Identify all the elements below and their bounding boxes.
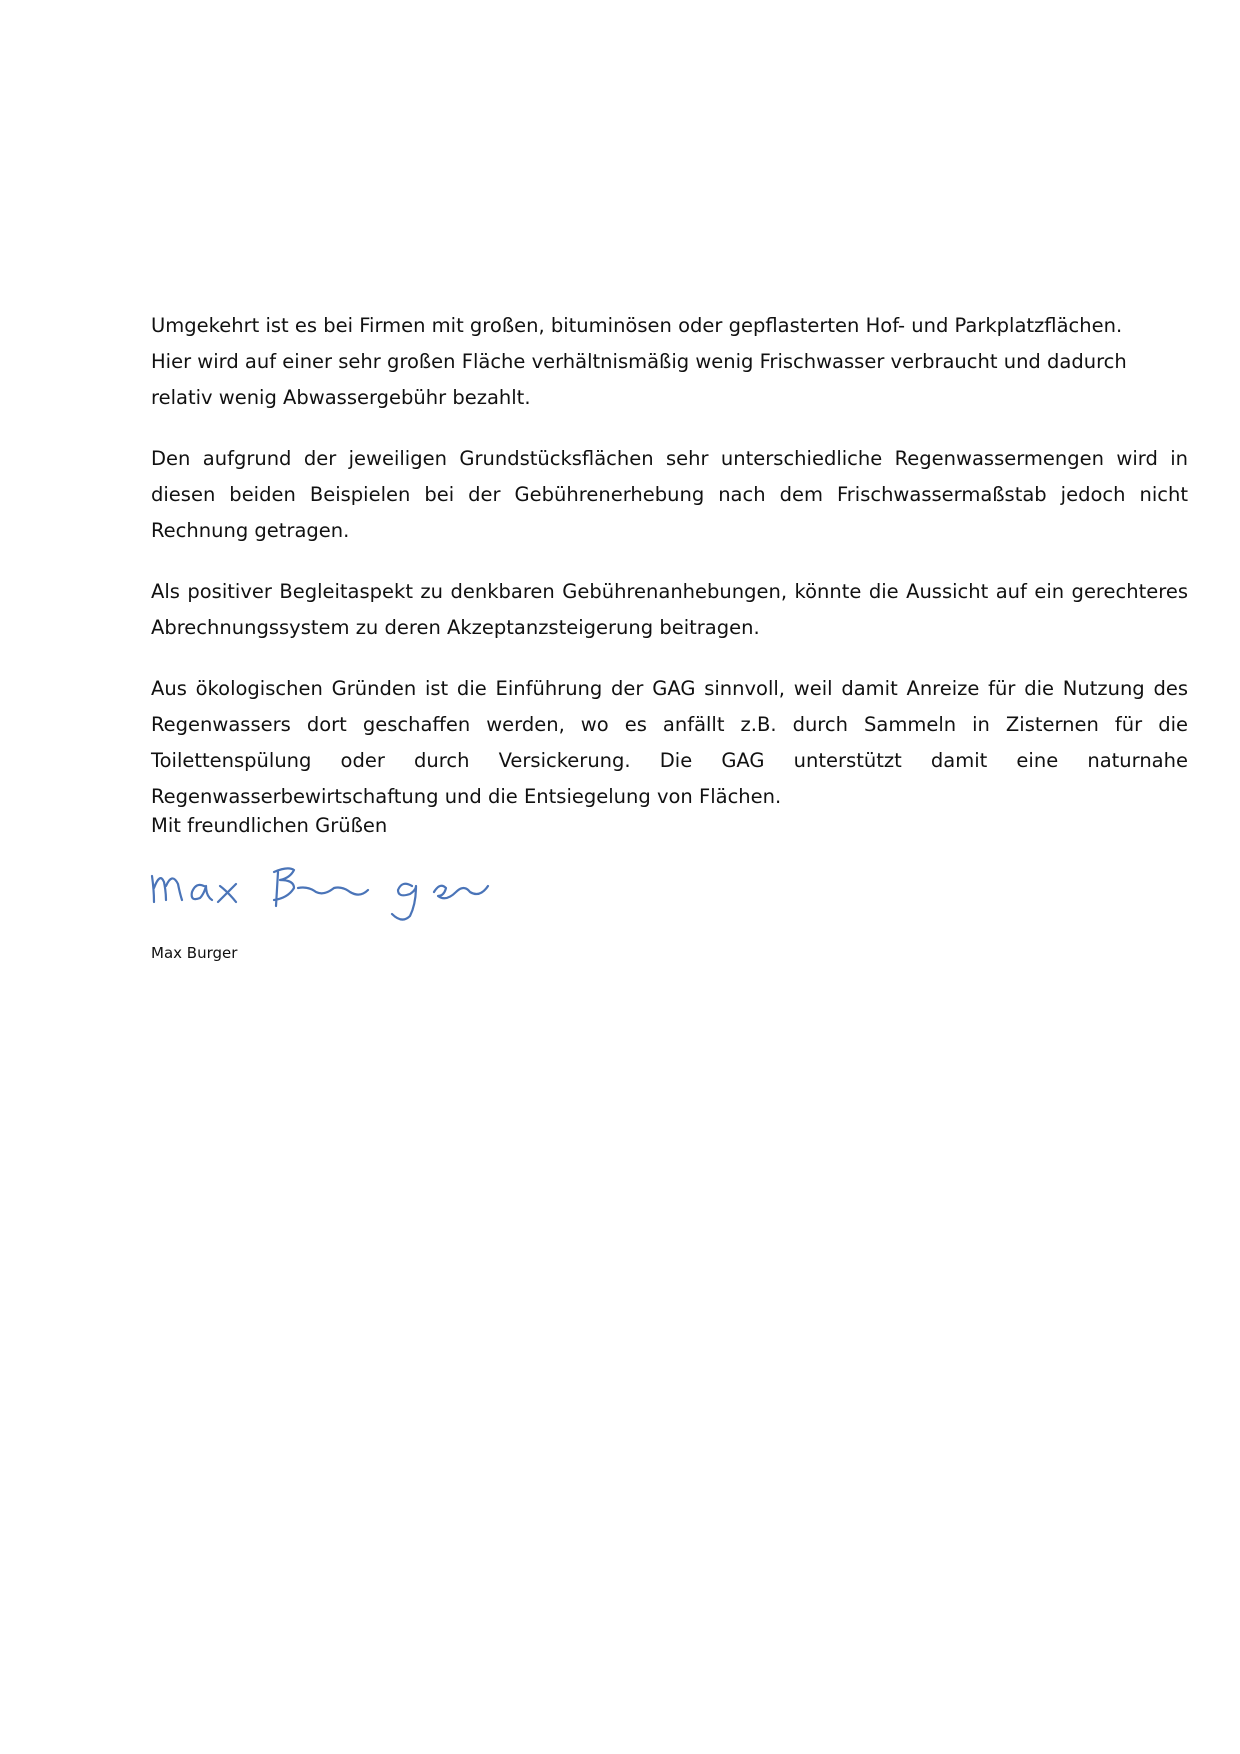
signer-name: Max Burger [151, 944, 238, 962]
paragraph-line: Hier wird auf einer sehr großen Fläche verhältnismäßig wenig Frischwasser verbraucht und dadurch relativ wenig Abwassergebühr bezahlt. [151, 350, 1127, 409]
paragraph-firms [151, 308, 1188, 416]
paragraph-line: Umgekehrt ist es bei Firmen mit großen, bituminösen oder gepflasterten Hof- und Parkplatzflächen. [151, 314, 1123, 337]
paragraph-rainwater-amounts: Den aufgrund der jeweiligen Grundstücksflächen sehr unterschiedliche Regenwassermengen wird in diesen beiden Beispielen bei der Gebührenerhebung nach dem Frischwassermaßstab jedoch nicht Rechnung getragen. [151, 447, 1188, 542]
paragraph-ecology: Aus ökologischen Gründen ist die Einführung der GAG sinnvoll, weil damit Anreize für die Nutzung des Regenwassers dort geschaffen werden, wo es anfällt z.B. durch Sammeln in Zisternen für die Toilettenspülung oder durch Versickerung. Die GAG unterstützt damit eine naturnahe Regenwasserbewirtschaftung und die Entsiegelung von Flächen. [151, 677, 1188, 808]
closing-salutation: Mit freundlichen Grüßen [151, 814, 388, 837]
paragraph-acceptance: Als positiver Begleitaspekt zu denkbaren Gebührenanhebungen, könnte die Aussicht auf ein gerechteres Abrechnungssystem zu deren Akzeptanzsteigerung beitragen. [151, 580, 1188, 639]
handwritten-signature [148, 846, 548, 924]
letter-body [151, 308, 1188, 840]
